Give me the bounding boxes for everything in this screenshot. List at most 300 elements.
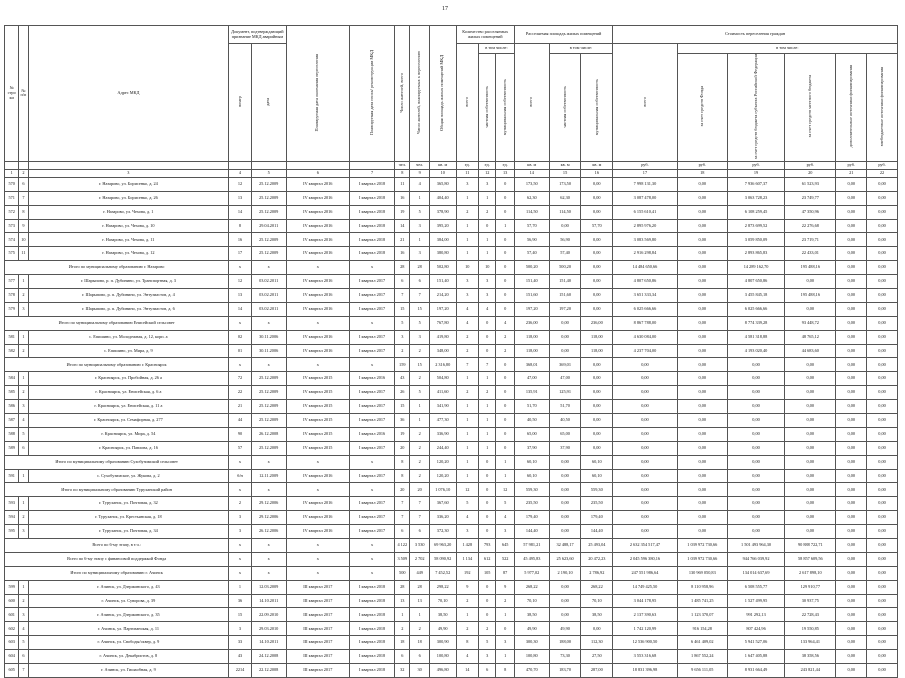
table-cell: 3 063 728,23 [727, 191, 784, 205]
column-number-cell: 7 [350, 169, 395, 177]
table-cell: 411,60 [429, 386, 456, 400]
table-cell: 3 [19, 400, 28, 414]
table-cell: 25.12.2009 [251, 386, 286, 400]
table-cell: I квартал 2018 [350, 177, 395, 191]
table-cell: 3 [410, 219, 429, 233]
table-cell: 0,00 [613, 511, 678, 525]
table-cell: 60,10 [581, 469, 613, 483]
table-cell: 0,00 [836, 344, 867, 358]
table-cell: 7 [456, 358, 479, 372]
table-cell: IV квартал 2016 [286, 511, 349, 525]
table-cell: 2 [19, 511, 28, 525]
table-cell: 20 [395, 483, 410, 497]
header-cell: Число жителей, планируемых к переселению [410, 26, 429, 162]
table-cell: 4 [456, 316, 479, 330]
table-cell: 6 508 555,77 [727, 580, 784, 594]
table-cell: 197,20 [549, 302, 581, 316]
table-cell: 0,00 [785, 302, 836, 316]
header-cell: всего [514, 44, 549, 162]
table-cell: 2 [456, 205, 479, 219]
table-cell: 0,00 [613, 386, 678, 400]
table-cell: 1 485 741,25 [677, 594, 727, 608]
table-cell: 0 [479, 483, 496, 497]
address-cell: г. Красноярск, ул. Енисейская, д. 11 а [28, 400, 229, 414]
address-cell: г. Назарово, ул. Борисенко, д. 24 [28, 177, 229, 191]
unit-cell [229, 161, 252, 169]
column-number-cell: 5 [251, 169, 286, 177]
table-cell: 1 [19, 275, 28, 289]
table-cell: 0,00 [836, 552, 867, 566]
table-cell: 236,00 [581, 316, 613, 330]
header-cell: дата [251, 44, 286, 162]
table-cell: 25.12.2009 [251, 247, 286, 261]
table-cell: 496,80 [429, 664, 456, 678]
table-cell: 0,00 [581, 386, 613, 400]
table-cell: 60,10 [514, 455, 549, 469]
table-row [5, 191, 898, 205]
address-cell: г. Шарыпово, р. п. Дубинино, ул. Энтузиастов, д. 6 [28, 302, 229, 316]
table-cell: 0,00 [836, 483, 867, 497]
table-cell: 14 [456, 664, 479, 678]
column-number-cell: 12 [479, 169, 496, 177]
table-cell: 449 [410, 566, 429, 580]
table-cell: 235,50 [581, 497, 613, 511]
table-cell: IV квартал 2016 [286, 191, 349, 205]
table-cell: 0,00 [836, 636, 867, 650]
table-cell: 0,00 [836, 608, 867, 622]
table-cell: I квартал 2018 [350, 247, 395, 261]
table-cell: 6 [410, 275, 429, 289]
table-cell: 14.10.2011 [251, 636, 286, 650]
table-cell: 2 895 976,20 [613, 219, 678, 233]
table-cell: 0 [496, 289, 514, 303]
table-cell: 500,20 [549, 261, 581, 275]
table-cell: 2 [496, 330, 514, 344]
table-cell: 15 [410, 358, 429, 372]
table-cell: 599 [5, 580, 19, 594]
table-cell: 4 581 318,88 [727, 330, 784, 344]
table-row [5, 525, 898, 539]
table-cell: 21 [395, 233, 410, 247]
table-cell: 49,90 [429, 622, 456, 636]
table-cell: 3 [395, 330, 410, 344]
table-cell: 173,50 [549, 177, 581, 191]
table-cell: 1 [410, 608, 429, 622]
header-cell: № стро ки [5, 26, 19, 162]
table-cell: 2 316,80 [429, 358, 456, 372]
table-cell: 0,00 [677, 455, 727, 469]
table-cell: 0,00 [581, 191, 613, 205]
table-cell: 58 090,92 [429, 552, 456, 566]
table-cell: 0,00 [867, 650, 898, 664]
table-cell: 594 [5, 511, 19, 525]
table-cell: 38,50 [514, 608, 549, 622]
table-cell: 2 786,92 [581, 566, 613, 580]
table-cell: 22.12.2008 [251, 664, 286, 678]
table-cell: 25.12.2009 [251, 177, 286, 191]
table-cell: 4 [456, 302, 479, 316]
table-cell: 9 [496, 580, 514, 594]
table-cell: 0 [496, 427, 514, 441]
table-cell: 2 [456, 344, 479, 358]
table-cell: 8 110 958,96 [677, 580, 727, 594]
table-cell: 0,00 [581, 441, 613, 455]
table-cell: x [350, 358, 395, 372]
table-cell: 2 [479, 205, 496, 219]
table-cell: 0,00 [677, 372, 727, 386]
table-cell: 1 742 120,99 [613, 622, 678, 636]
table-cell: I квартал 2017 [350, 469, 395, 483]
table-cell: 4 807 650,86 [613, 275, 678, 289]
table-cell: IV квартал 2015 [286, 427, 349, 441]
table-cell: 4 193 020,40 [727, 344, 784, 358]
table-cell: 14 749 425,50 [613, 580, 678, 594]
unit-cell: руб. [727, 161, 784, 169]
table-cell: 2 916 298,84 [613, 247, 678, 261]
table-cell: 0,00 [581, 622, 613, 636]
table-cell: 133 964,41 [785, 636, 836, 650]
column-number-cell: 20 [785, 169, 836, 177]
table-cell: 1 [456, 414, 479, 428]
table-cell: 1 134 [456, 552, 479, 566]
table-cell: 4 807 650,86 [727, 275, 784, 289]
address-cell: г. Красноярск, ул. Пробойная, д. 26 а [28, 372, 229, 386]
table-cell: III квартал 2017 [286, 608, 349, 622]
table-cell: 118,00 [581, 330, 613, 344]
table-cell: 135,91 [514, 386, 549, 400]
table-cell: 0,00 [677, 497, 727, 511]
table-cell: 1 [19, 497, 28, 511]
table-cell: 4 [19, 414, 28, 428]
table-cell: 2 137 390,63 [613, 608, 678, 622]
table-cell: 0,00 [727, 455, 784, 469]
table-cell: 1 [456, 469, 479, 483]
table-cell: 0,00 [836, 372, 867, 386]
table-cell: 0 [496, 233, 514, 247]
table-cell: 3 530 [410, 539, 429, 553]
table-row [5, 177, 898, 191]
table-cell: 0,00 [549, 455, 581, 469]
table-cell: 118,00 [581, 344, 613, 358]
table-cell: 47,00 [549, 372, 581, 386]
table-cell: 419,80 [429, 330, 456, 344]
table-cell: 4 630 084,00 [613, 330, 678, 344]
table-row [5, 386, 898, 400]
table-cell: 57,40 [514, 247, 549, 261]
table-cell: 1 [19, 330, 28, 344]
table-cell: 2 [229, 497, 252, 511]
table-cell: 0 [479, 316, 496, 330]
table-cell: 2 [19, 594, 28, 608]
table-cell: 22 433,01 [785, 247, 836, 261]
table-cell: 6 [19, 441, 28, 455]
table-cell: 0,00 [613, 441, 678, 455]
table-cell: 571 [5, 191, 19, 205]
table-cell: 0,00 [867, 247, 898, 261]
table-cell: 287,00 [581, 664, 613, 678]
table-cell: 3 [456, 177, 479, 191]
table-cell: 585 [5, 386, 19, 400]
table-cell: 7 [19, 191, 28, 205]
table-cell: 22 [229, 386, 252, 400]
table-cell: 22.09.2010 [251, 608, 286, 622]
unit-cell: руб. [836, 161, 867, 169]
unit-cell: руб. [677, 161, 727, 169]
table-cell: I квартал 2017 [350, 511, 395, 525]
table-cell: 0,00 [549, 511, 581, 525]
table-cell: 0 [496, 302, 514, 316]
table-cell: x [286, 261, 349, 275]
table-cell: 0,00 [677, 275, 727, 289]
table-cell: 5 [410, 205, 429, 219]
table-cell: 38,50 [581, 608, 613, 622]
table-cell: 12 536 900,50 [613, 636, 678, 650]
table-cell: 28 [410, 580, 429, 594]
table-cell: 0,00 [867, 261, 898, 275]
table-cell: 0,00 [867, 344, 898, 358]
table-cell: IV квартал 2016 [286, 205, 349, 219]
table-cell: 0,00 [867, 400, 898, 414]
unit-cell: руб. [867, 161, 898, 169]
table-cell: IV квартал 2016 [286, 525, 349, 539]
address-cell: г. Назарово, ул. Чехова, д. 12 [28, 247, 229, 261]
table-cell: 29.04.2011 [251, 219, 286, 233]
table-cell: 21 [229, 400, 252, 414]
table-cell: 3 044 178,95 [613, 594, 678, 608]
table-cell: x [251, 261, 286, 275]
table-cell: I квартал 2016 [350, 427, 395, 441]
table-cell: 0 [479, 594, 496, 608]
table-row [5, 650, 898, 664]
table-cell: 6 [395, 275, 410, 289]
address-cell: с. Епишино, ул. Молодежная, д. 12, корп. а [28, 330, 229, 344]
table-cell: 0,00 [867, 664, 898, 678]
table-cell: 151,40 [549, 275, 581, 289]
table-cell: 5 [395, 316, 410, 330]
header-cell: в том числе: [549, 44, 613, 54]
column-number-cell: 9 [410, 169, 429, 177]
address-cell: г. Туруханск, ул. Почтовая, д. 34 [28, 525, 229, 539]
table-cell: 395,20 [429, 219, 456, 233]
table-cell: 0,00 [867, 205, 898, 219]
table-cell: 37,90 [549, 441, 581, 455]
table-cell: x [350, 261, 395, 275]
table-cell: 2 [410, 344, 429, 358]
table-cell: 22 728,43 [785, 608, 836, 622]
unit-cell: ед. [496, 161, 514, 169]
unit-cell: ед. [479, 161, 496, 169]
table-cell: 298,22 [429, 580, 456, 594]
header-cell: всего [456, 44, 479, 162]
table-cell: 3 [229, 525, 252, 539]
table-cell: 0,00 [677, 233, 727, 247]
table-cell: 15 [395, 400, 410, 414]
address-cell: г. Ачинск, ул. Гишаобная, д. 9 [28, 664, 229, 678]
subtotal-row [5, 261, 898, 275]
header-cell: Количество расселяемых жилых помещений [456, 26, 514, 44]
table-cell: 3 [479, 650, 496, 664]
table-cell: 18 831 396,98 [613, 664, 678, 678]
table-cell: 0,00 [867, 511, 898, 525]
table-cell: I квартал 2017 [350, 302, 395, 316]
table-cell: 0,00 [785, 372, 836, 386]
table-cell: 0,00 [677, 261, 727, 275]
table-row [5, 302, 898, 316]
table-cell: IV квартал 2015 [286, 400, 349, 414]
table-cell: 0,00 [613, 414, 678, 428]
table-cell: 72 [229, 372, 252, 386]
table-cell: I квартал 2018 [350, 205, 395, 219]
table-cell: 183,70 [549, 664, 581, 678]
table-cell: IV квартал 2016 [286, 497, 349, 511]
table-cell: 15 [229, 608, 252, 622]
unit-cell [19, 161, 28, 169]
table-cell: 0 [496, 414, 514, 428]
table-cell: 3 [496, 636, 514, 650]
table-cell: 29.03.2010 [251, 622, 286, 636]
unit-cell: кв. м [549, 161, 581, 169]
table-cell: 0 [496, 358, 514, 372]
table-cell: 47 350,96 [785, 205, 836, 219]
address-cell: г. Туруханск, ул. Почтовая, д. 32 [28, 497, 229, 511]
table-cell: 6 108 259,45 [727, 205, 784, 219]
table-cell: 159 [395, 358, 410, 372]
table-cell: 2 [395, 622, 410, 636]
table-cell: 0,00 [785, 483, 836, 497]
table-cell: 2 045 596 380,16 [613, 552, 678, 566]
table-cell: 13 [229, 289, 252, 303]
subtotal-label: Всего по 6-му этапу, в т.ч.: [5, 539, 229, 553]
table-cell: 3 [479, 289, 496, 303]
table-cell: 2 [479, 386, 496, 400]
table-cell: 0,00 [613, 497, 678, 511]
table-cell: x [251, 552, 286, 566]
table-row [5, 636, 898, 650]
table-cell: IV квартал 2016 [286, 330, 349, 344]
table-cell: 0,00 [867, 580, 898, 594]
table-cell: б/н [229, 469, 252, 483]
table-cell: 0,00 [836, 205, 867, 219]
header-cell: Расселяемая площадь жилых помещений [514, 26, 612, 44]
column-number-cell: 19 [727, 169, 784, 177]
table-cell: 0,00 [677, 177, 727, 191]
table-cell: 0,00 [727, 414, 784, 428]
table-row [5, 330, 898, 344]
table-cell: 38 358,56 [785, 650, 836, 664]
table-cell: 02 [229, 330, 252, 344]
table-cell: 12 [229, 275, 252, 289]
table-cell: 0,00 [836, 219, 867, 233]
table-cell: 0 [496, 177, 514, 191]
unit-cell [5, 161, 19, 169]
table-cell: 25 623,60 [549, 552, 581, 566]
table-cell: 20 472,23 [581, 552, 613, 566]
table-cell: 601 [5, 608, 19, 622]
table-cell: 4 [19, 622, 28, 636]
table-cell: 14 484 650,66 [613, 261, 678, 275]
column-number-cell: 4 [229, 169, 252, 177]
table-cell: 367,60 [429, 497, 456, 511]
table-cell: 0,00 [581, 414, 613, 428]
table-cell: 0,00 [867, 566, 898, 580]
table-cell: 591 [5, 469, 19, 483]
table-cell: 6 025 666,66 [727, 302, 784, 316]
table-row [5, 497, 898, 511]
table-cell: 195 488,16 [785, 261, 836, 275]
table-cell: 5 [410, 316, 429, 330]
table-cell: 1 [496, 455, 514, 469]
table-cell: 3 [496, 525, 514, 539]
table-cell: 5 [496, 497, 514, 511]
table-cell: 22 276,68 [785, 219, 836, 233]
table-cell: 0,00 [677, 289, 727, 303]
table-cell: 0 [479, 608, 496, 622]
table-cell: 581 [5, 330, 19, 344]
table-cell: 129 910,77 [785, 580, 836, 594]
table-cell: 602 [5, 622, 19, 636]
table-cell: 1 [496, 608, 514, 622]
table-cell: 0,00 [581, 275, 613, 289]
table-row [5, 511, 898, 525]
table-row [5, 580, 898, 594]
table-cell: 3 [229, 511, 252, 525]
table-cell: 1 039 972 730,66 [677, 552, 727, 566]
table-cell: I квартал 2017 [350, 386, 395, 400]
table-cell: 0,00 [836, 469, 867, 483]
table-cell: I квартал 2018 [350, 233, 395, 247]
table-cell: 1 [456, 247, 479, 261]
table-cell: 0,00 [581, 372, 613, 386]
table-cell: 0,00 [785, 441, 836, 455]
table-cell: 45 495,83 [514, 552, 549, 566]
subtotal-row [5, 539, 898, 553]
table-cell: 0,00 [677, 441, 727, 455]
subtotal-row [5, 483, 898, 497]
table-cell: 195 488,16 [785, 289, 836, 303]
table-cell: 30 937,75 [785, 594, 836, 608]
unit-cell: руб. [785, 161, 836, 169]
table-cell: IV квартал 2016 [286, 344, 349, 358]
table-cell: 588 [5, 427, 19, 441]
table-cell: 4 [456, 511, 479, 525]
table-cell: 7 [410, 511, 429, 525]
table-row [5, 441, 898, 455]
table-cell: 0,00 [785, 525, 836, 539]
table-cell: 0,00 [867, 372, 898, 386]
table-cell: 0,00 [867, 497, 898, 511]
table-cell: 0,00 [867, 358, 898, 372]
table-cell: 4 [496, 511, 514, 525]
table-cell: 0,00 [836, 330, 867, 344]
table-cell: 559,30 [581, 483, 613, 497]
table-cell: 0,00 [613, 455, 678, 469]
table-cell: 144,40 [581, 525, 613, 539]
table-cell: 69 963,20 [429, 539, 456, 553]
table-cell: IV квартал 2016 [286, 275, 349, 289]
table-cell: 0,00 [867, 552, 898, 566]
table-cell: 25.12.2009 [251, 372, 286, 386]
table-cell: 1 [496, 650, 514, 664]
table-cell: 8 [229, 219, 252, 233]
table-cell: 19 550,85 [785, 622, 836, 636]
table-cell: 2 [395, 344, 410, 358]
table-cell: III квартал 2017 [286, 622, 349, 636]
table-cell: 1 428 [456, 539, 479, 553]
table-row [5, 372, 898, 386]
unit-cell [350, 161, 395, 169]
table-cell: 1 [456, 427, 479, 441]
table-cell: 173,50 [514, 177, 549, 191]
